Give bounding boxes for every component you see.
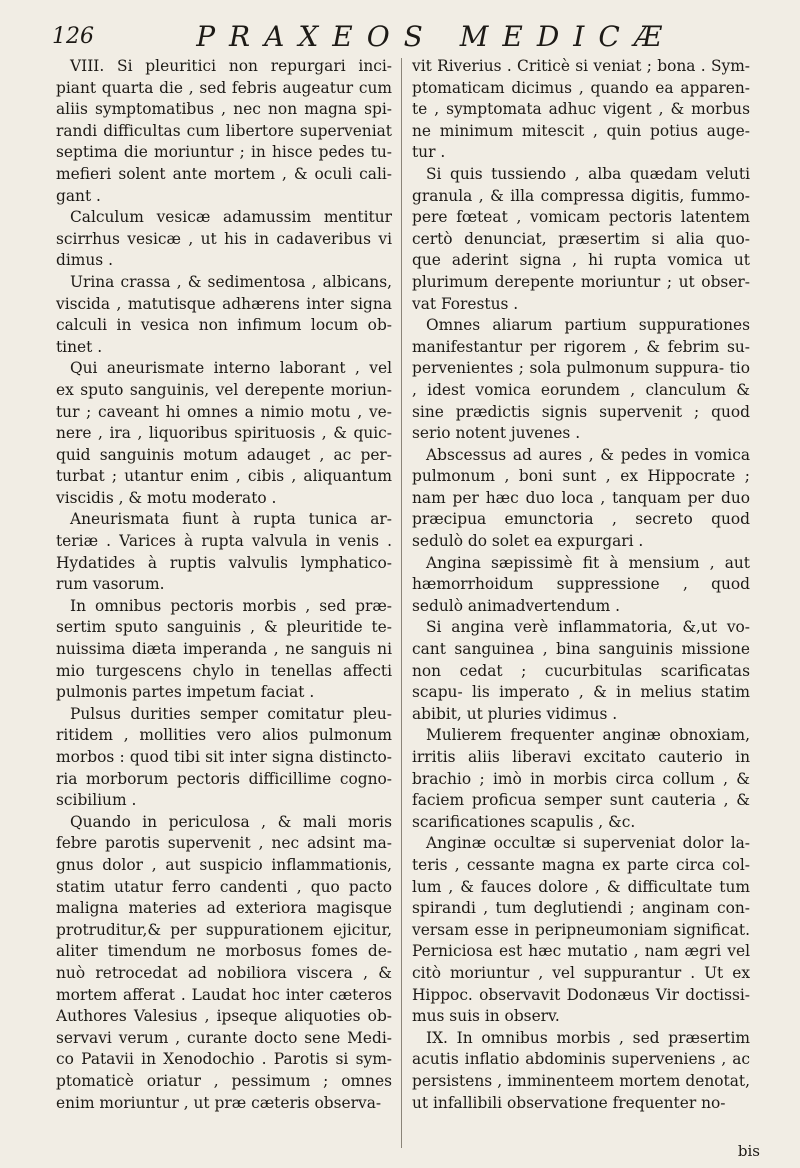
paragraph-inflatio-abdominis: IX. In omnibus morbis , sed præsertim acutis inflatio abdominis superveniens , ac persistens , imminenteem mortem denotat, ut infallibili observatione frequenter no- [412, 1028, 750, 1112]
page-number: 126 [52, 24, 94, 49]
running-title: PRAXEOS MEDICÆ [196, 20, 676, 53]
page-header [52, 20, 770, 54]
paragraph-pulsus: Pulsus durities semper comitatur pleu- ritidem , mollities vero alios pulmonum morbos : quod tibi sit inter signa distincto- ria morborum pectoris difficillime cogno- scibilium . [56, 704, 392, 810]
paragraph-pectoris-morbi: In omnibus pectoris morbis , sed præ- sertim sputo sanguinis , & pleuritide te- nuissima diæta imperanda , ne sanguis ni mio turgescens chylo in tenellas affecti pulmonis partes impetum faciat . [56, 596, 392, 702]
paragraph-abscessus: Abscessus ad aures , & pedes in vomica pulmonum , boni sunt , ex Hippocrate ; nam per hæc duo loca , tanquam per duo præcipua emunctoria , secreto quod sedulò do solet ea expurgari . [412, 445, 750, 551]
paragraph-angina-inflammatoria: Si angina verè inflammatoria, &,ut vo- cant sanguinea , bina sanguinis missione non cedat ; cucurbitulas scarificatas scapu- lis imperato , & in melius statim abibit, ut pluries vidimus . [412, 618, 750, 723]
paragraph-suppurationes: Omnes aliarum partium suppurationes manifestantur per rigorem , & febrim su- pervenientes ; sola pulmonum suppura- tio , idest vomica eorundem , clanculum & sine prædictis signis supervenit ; quod serio notent juvenes . [412, 316, 750, 443]
catchword: bis [737, 1142, 760, 1160]
right-column [412, 56, 750, 1114]
paragraph-parotis-continued: vit Riverius . Criticè si veniat ; bona . Sym- ptomaticam dicimus , quando ea apparen- te , symptomata adhuc vigent , & morbus ne minimum mitescit , quin potius auge- tur . [412, 57, 750, 162]
paragraph-vomica: Si quis tussiendo , alba quædam veluti granula , & illa compressa digitis, fummo- pere fœteat , vomicam pectoris latentem certò denunciat, præsertim si alia quo- que aderint signa , hi rupta vomica ut plurimum derepente moriuntur ; ut obser- vat Forestus . [412, 164, 750, 313]
paragraph-urina: Urina crassa , & sedimentosa , albicans, viscida , matutisque adhærens inter signa calculi in vesica non infimum locum ob- tinet . [56, 272, 392, 356]
paragraph-pleuritis: VIII. Si pleuritici non repurgari inci- piant quarta die , sed febris augeatur cum aliis symptomatibus , nec non magna spi- randi difficultas cum libertore superveniat septima die moriuntur ; in hisce pedes tu- mefieri solent ante mortem , & oculi cali- gant . [56, 57, 392, 205]
paragraph-calculus-vesicae: Calculum vesicæ adamussim mentitur scirrhus vesicæ , ut his in cadaveribus vi dimus . [56, 208, 392, 270]
paragraph-angina-occulta: Anginæ occultæ si superveniat dolor la- teris , cessante magna ex parte circa col- lum , & fauces dolore , & difficultate tum spirandi , tum deglutiendi ; anginam con- versam esse in peripneumoniam significat. Perniciosa est hæc mutatio , nam ægri vel citò moriuntur , vel suppurantur . Ut ex Hippoc. observavit Dodonæus Vir doctissi- mus suis in observ. [412, 834, 750, 1026]
column-divider [401, 58, 402, 1148]
paragraph-parotis: Quando in periculosa , & mali moris febre parotis supervenit , nec adsint ma- gnus dolor , aut suspicio inflammationis, statim utatur ferro candenti , quo pacto maligna materies ad exteriora magisque protruditur,& per suppurationem ejicitur, aliter timendum ne morbosus fomes de- nuò retrocedat ad nobiliora viscera , & mortem afferat . Laudat hoc inter cæteros Authores Valesius , ipseque aliquoties ob- servavi verum , curante docto sene Medi- co Patavii in Xenodochio . Parotis si sym- ptomaticè oriatur , pessimum ; omnes enim moriuntur , ut præ cæteris observa- [56, 812, 392, 1112]
paragraph-aneurismata-varices: Aneurismata fiunt à rupta tunica ar- teriæ . Varices à rupta valvula in venis . Hydatides à ruptis valvulis lymphatico- rum vasorum. [56, 510, 392, 594]
paragraph-mulier-cauterium: Mulierem frequenter anginæ obnoxiam, irritis aliis liberavi excitato cauterio in brachio ; imò in morbis circa collum , & faciem proficua semper sunt cauteria , & scarificationes scapulis , &c. [412, 726, 750, 831]
paragraph-aneurisma-internum: Qui aneurismate interno laborant , vel ex sputo sanguinis, vel derepente moriun- tur ; caveant hi omnes a nimio motu , ve- nere , ira , liquoribus spirituosis , & quic- quid sanguinis motum adauget , ac per- turbat ; utantur enim , cibis , aliquantum viscidis , & motu moderato . [56, 359, 392, 507]
left-column [56, 56, 392, 1114]
paragraph-angina-mensium: Angina sæpissimè fit à mensium , aut hæmorrhoidum suppressione , quod sedulò animadvertendum . [412, 553, 750, 615]
